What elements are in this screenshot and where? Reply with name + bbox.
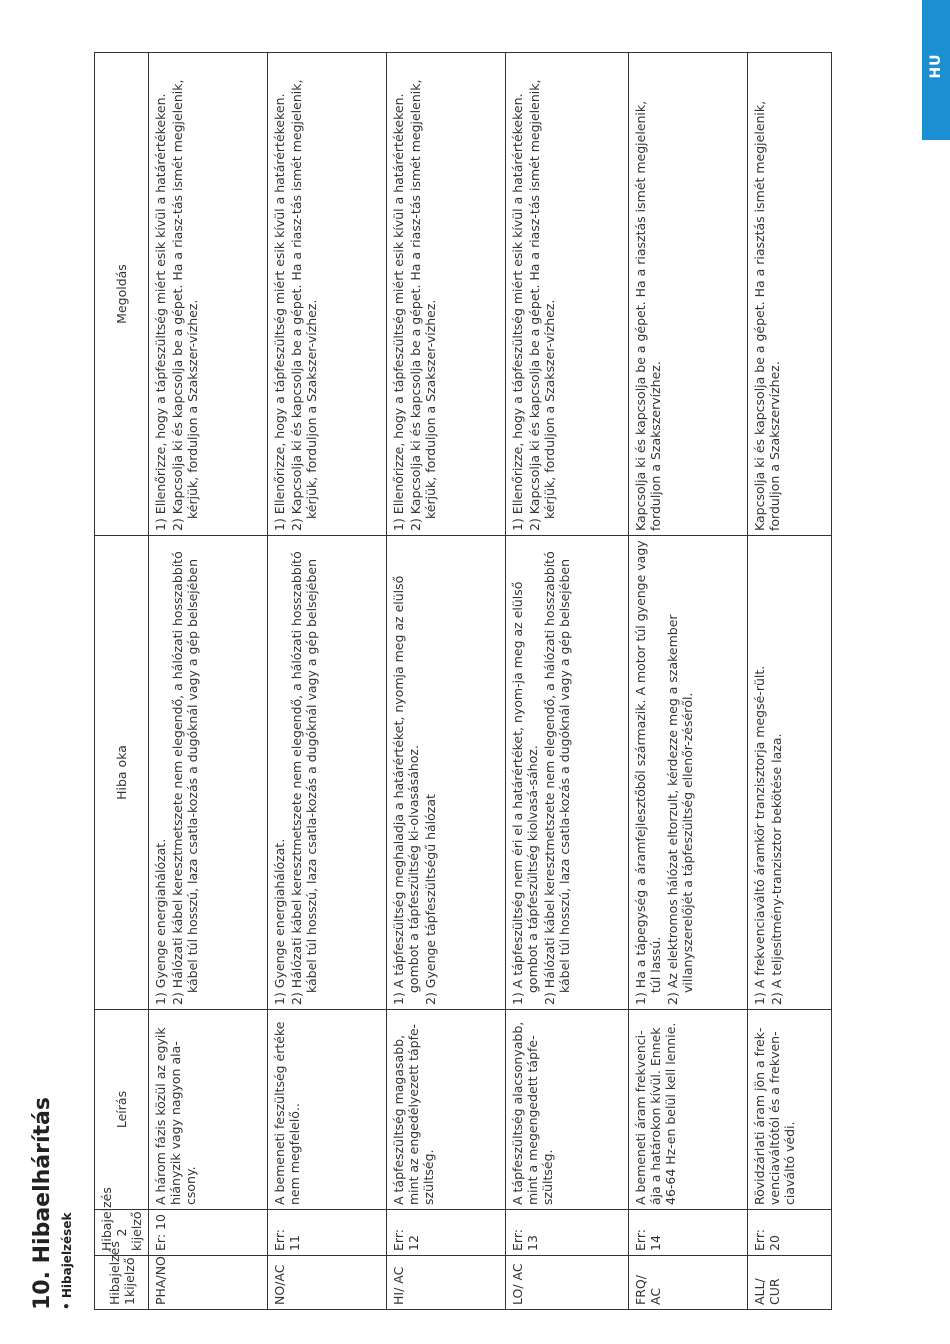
- solution-cell: [149, 53, 268, 536]
- solution-item: 1) Ellenőrizze, hogy a tápfeszültség miért esik kívül a határértékeken.: [153, 93, 168, 531]
- table-row: [629, 53, 748, 1310]
- description-cell: Rövidzárlati áram jön a frek-venciaváltótól és a frekven-ciaváltó védi.: [748, 1010, 832, 1210]
- code1-cell: PHA/NO: [149, 1256, 268, 1310]
- header-display1: Hibajelzés 1kijelző: [95, 1256, 149, 1310]
- cause-item: 2) Hálózati kábel keresztmetszete nem elegendő, a hálózati hosszabbító kábel túl hosszú, laza csatla-kozás a dugóknál vagy a gép belsejében: [170, 551, 200, 1005]
- header-display2: Hibajelzés 2 kijelző: [95, 1210, 149, 1256]
- cause-item: 2) Hálózati kábel keresztmetszete nem elegendő, a hálózati hosszabbító kábel túl hosszú, laza csatla-kozás a dugóknál vagy a gép belsejében: [542, 551, 572, 1005]
- cause-item: 2) A teljesítmény-tranzisztor bekötése laza.: [769, 733, 784, 1005]
- description-cell: A bemeneti áram frekvenci-ája a határokon kívül. Ennek 46-64 Hz-en belül kell lennie.: [629, 1010, 748, 1210]
- error-codes-table: [94, 52, 832, 1310]
- cause-cell: [748, 536, 832, 1010]
- cause-item: 1) A frekvenciaváltó áramkör tranzisztorja megsé-rült.: [752, 665, 767, 1005]
- solution-item: 2) Kapcsolja ki és kapcsolja be a gépet. Ha a riasz-tás ismét megjelenik, kérjük, forduljon a Szakszer-vízhez.: [527, 79, 557, 531]
- solution-cell: [387, 53, 506, 536]
- cause-item: 1) Gyenge energiahálózat.: [272, 838, 287, 1005]
- solution-cell: [268, 53, 387, 536]
- solution-item: 2) Kapcsolja ki és kapcsolja be a gépet. Ha a riasz-tás ismét megjelenik, kérjük, forduljon a Szakszer-vízhez.: [289, 79, 319, 531]
- code1-cell: NO/AC: [268, 1256, 387, 1310]
- page-title: 10. Hibaelhárítás: [30, 1097, 55, 1310]
- table-row: [506, 53, 629, 1310]
- header-solution: Megoldás: [95, 53, 149, 536]
- solution-cell: [629, 53, 748, 536]
- cause-item: 1) A tápfeszültség nem éri el a határértéket, nyom-ja meg az elülső gombot a tápfeszültség kiolvasá-sához.: [510, 581, 540, 1005]
- cause-cell: [268, 536, 387, 1010]
- language-tab-label: HU: [928, 53, 944, 79]
- code1-cell: ALL/ CUR: [748, 1256, 832, 1310]
- header-description: Leírás: [95, 1010, 149, 1210]
- description-cell: A tápfeszültség alacsonyabb, mint a megengedett tápfe-szültség.: [506, 1010, 629, 1210]
- code1-cell: HI/ AC: [387, 1256, 506, 1310]
- cause-item: 2) Gyenge tápfeszültségű hálózat: [423, 794, 438, 1005]
- cause-item: 1) Gyenge energiahálózat.: [153, 838, 168, 1005]
- cause-item: 1) A tápfeszültség meghaladja a határértéket, nyomja meg az elülső gombot a tápfeszültség ki-olvasásához.: [391, 575, 421, 1005]
- description-cell: A három fázis közül az egyik hiányzik vagy nagyon ala-csony.: [149, 1010, 268, 1210]
- table-row: [387, 53, 506, 1310]
- solution-cell: [748, 53, 832, 536]
- cause-item: 2) Az elektromos hálózat eltorzult, kérdezze meg a szakember villanyszerelőjét a tápfeszültség ellenőr-zéséről.: [665, 614, 695, 1005]
- solution-item: Kapcsolja ki és kapcsolja be a gépet. Ha a riasztás ismét megjelenik, forduljon a Szakszervízhez.: [752, 100, 782, 531]
- code2-cell: Err: 13: [506, 1210, 629, 1256]
- solution-cell: [506, 53, 629, 536]
- cause-item: 2) Hálózati kábel keresztmetszete nem elegendő, a hálózati hosszabbító kábel túl hosszú, laza csatla-kozás a dugóknál vagy a gép belsejében: [289, 551, 319, 1005]
- cause-cell: [629, 536, 748, 1010]
- code1-cell: FRQ/ AC: [629, 1256, 748, 1310]
- table-row: [748, 53, 832, 1310]
- code2-cell: Err: 14: [629, 1210, 748, 1256]
- table-row: [268, 53, 387, 1310]
- solution-item: 2) Kapcsolja ki és kapcsolja be a gépet. Ha a riasz-tás ismét megjelenik, kérjük, forduljon a Szakszer-vízhez.: [408, 79, 438, 531]
- description-cell: A bemeneti feszültség értéke nem megfelelő..: [268, 1010, 387, 1210]
- cause-cell: [506, 536, 629, 1010]
- solution-item: 1) Ellenőrizze, hogy a tápfeszültség miért esik kívül a határértékeken.: [510, 93, 525, 531]
- code2-cell: Err: 20: [748, 1210, 832, 1256]
- description-cell: A tápfeszültség magasabb, mint az engedélyezett tápfe-szültség.: [387, 1010, 506, 1210]
- cause-cell: [149, 536, 268, 1010]
- solution-item: 1) Ellenőrizze, hogy a tápfeszültség miért esik kívül a határértékeken.: [391, 93, 406, 531]
- code2-cell: Err: 11: [268, 1210, 387, 1256]
- cause-item: 1) Ha a tápegység a áramfejlesztőből származik. A motor túl gyenge vagy túl lassú.: [633, 540, 663, 1005]
- solution-item: 2) Kapcsolja ki és kapcsolja be a gépet. Ha a riasz-tás ismét megjelenik, kérjük, forduljon a Szakszer-vízhez.: [170, 79, 200, 531]
- header-cause: Hiba oka: [95, 536, 149, 1010]
- table-header-row: [95, 53, 149, 1310]
- solution-item: Kapcsolja ki és kapcsolja be a gépet. Ha a riasztás ismét megjelenik, forduljon a Szakszervízhez.: [633, 100, 663, 531]
- code2-cell: Er: 10: [149, 1210, 268, 1256]
- code1-cell: LO/ AC: [506, 1256, 629, 1310]
- solution-item: 1) Ellenőrizze, hogy a tápfeszültség miért esik kívül a határértékeken.: [272, 93, 287, 531]
- table-row: [149, 53, 268, 1310]
- cause-cell: [387, 536, 506, 1010]
- section-subtitle: • Hibajelzések: [60, 1212, 74, 1310]
- code2-cell: Err: 12: [387, 1210, 506, 1256]
